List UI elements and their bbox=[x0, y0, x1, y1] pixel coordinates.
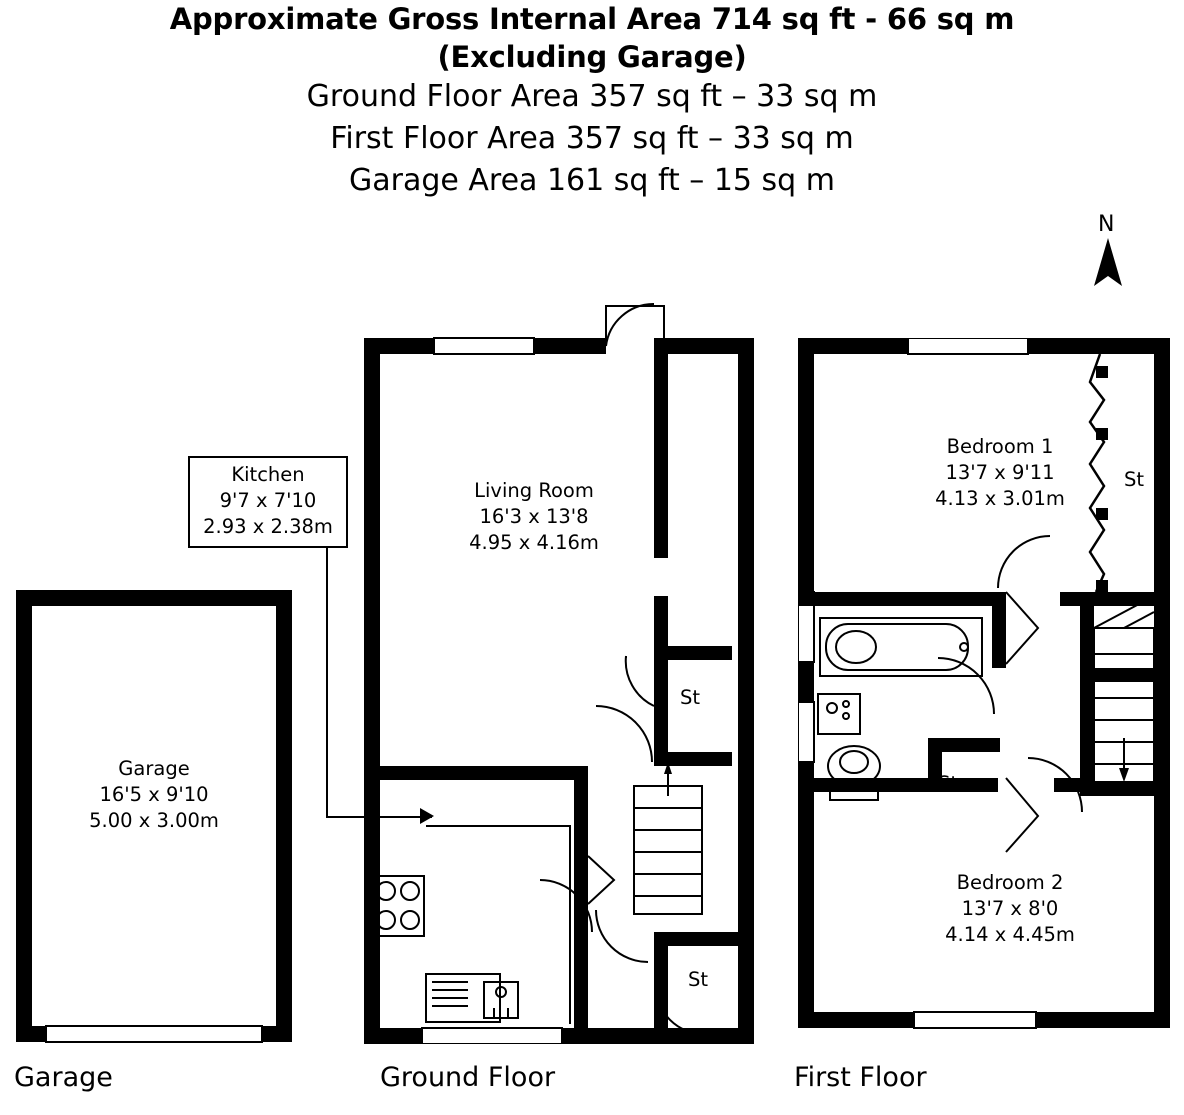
garage-room-label: Garage 16'5 x 9'10 5.00 x 3.00m bbox=[89, 757, 219, 832]
garage-area-text: Garage Area 161 sq ft – 15 sq m bbox=[349, 163, 835, 198]
ground-floor-plan-caption: Ground Floor bbox=[380, 1062, 556, 1093]
bedroom-1-label: Bedroom 1 13'7 x 9'11 4.13 x 3.01m bbox=[935, 435, 1065, 510]
bedroom-2-label: Bedroom 2 13'7 x 8'0 4.14 x 4.45m bbox=[945, 871, 1075, 946]
ground-storage-lower-label: St bbox=[688, 968, 709, 991]
kitchen-callout-box bbox=[188, 456, 348, 548]
compass-north-label: N bbox=[1098, 212, 1115, 237]
bedroom1-storage-label: St bbox=[1124, 468, 1145, 491]
ground-storage-upper-label: St bbox=[680, 686, 701, 709]
header bbox=[0, 0, 1184, 202]
ground-floor-plan bbox=[364, 296, 754, 1044]
first-floor-area-text: First Floor Area 357 sq ft – 33 sq m bbox=[330, 121, 854, 156]
kitchen-name: Kitchen bbox=[231, 463, 305, 486]
page-title-line-2: (Excluding Garage) bbox=[437, 40, 747, 74]
kitchen-imperial: 9'7 x 7'10 bbox=[219, 489, 317, 512]
garage-plan bbox=[14, 588, 294, 1044]
landing-storage-label: St bbox=[938, 772, 959, 795]
first-floor-plan bbox=[798, 338, 1170, 1044]
ground-floor-outline bbox=[364, 296, 754, 1044]
kitchen-metric: 2.93 x 2.38m bbox=[203, 515, 333, 538]
garage-plan-caption: Garage bbox=[14, 1062, 113, 1093]
compass bbox=[1078, 212, 1138, 302]
page-title-line-1: Approximate Gross Internal Area 714 sq ft - 66 sq m bbox=[169, 2, 1015, 36]
living-room-label: Living Room 16'3 x 13'8 4.95 x 4.16m bbox=[469, 479, 599, 554]
first-floor-plan-caption: First Floor bbox=[794, 1062, 927, 1093]
ground-floor-area-text: Ground Floor Area 357 sq ft – 33 sq m bbox=[306, 79, 878, 114]
